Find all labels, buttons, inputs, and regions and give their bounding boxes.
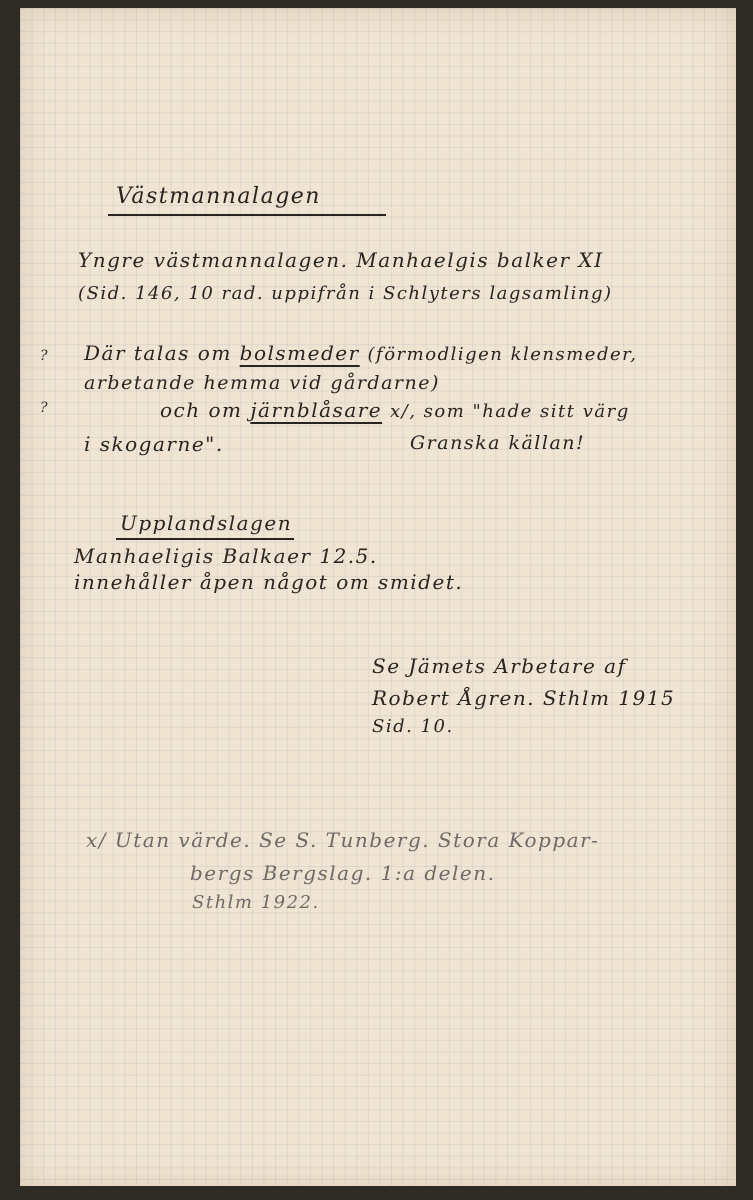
line-innehaller: innehåller åpen något om smidet. — [74, 570, 464, 594]
ref-robert-agren: Robert Ågren. Sthlm 1915 — [372, 686, 676, 710]
term-jarnblasare: järnblåsare — [250, 398, 383, 422]
title-vastmannalagen: Västmannalagen — [116, 184, 321, 209]
ref-sid-10: Sid. 10. — [372, 716, 454, 737]
footnote-bergslag: bergs Bergslag. 1:a delen. — [190, 861, 496, 885]
line-skogarne: i skogarne". — [84, 432, 224, 456]
margin-question-2: ? — [40, 400, 48, 416]
title-upplandslagen: Upplandslagen — [120, 511, 293, 535]
dar-talas-suffix: (förmodligen klensmeder, — [367, 344, 638, 365]
jarnblasare-suffix: x/, som "hade sitt värg — [390, 401, 630, 422]
dar-talas-prefix: Där talas om — [84, 341, 232, 365]
upplandslagen-underline — [116, 538, 294, 540]
line-dar-talas — [84, 341, 637, 365]
line-granska-kallan: Granska källan! — [410, 432, 586, 454]
line-arbetande: arbetande hemma vid gårdarne) — [84, 372, 440, 394]
footnote-sthlm-1922: Sthlm 1922. — [192, 892, 320, 913]
manuscript-page — [20, 8, 736, 1186]
footnote-utan-varde: x/ Utan värde. Se S. Tunberg. Stora Koppar- — [86, 828, 600, 852]
line-manhaeligis: Manhaeligis Balkaer 12.5. — [74, 544, 378, 568]
ref-jarnets-arbetare: Se Jämets Arbetare af — [372, 654, 627, 678]
line-yngre: Yngre västmannalagen. Manhaelgis balker XI — [78, 248, 604, 272]
term-bolsmeder: bolsmeder — [239, 341, 360, 365]
line-jarnblasare — [160, 398, 630, 422]
line-sid-146: (Sid. 146, 10 rad. uppifrån i Schlyters lagsamling) — [78, 283, 613, 304]
title-underline — [108, 214, 386, 216]
jarnblasare-prefix: och om — [160, 398, 243, 422]
margin-question-1: ? — [40, 348, 48, 364]
